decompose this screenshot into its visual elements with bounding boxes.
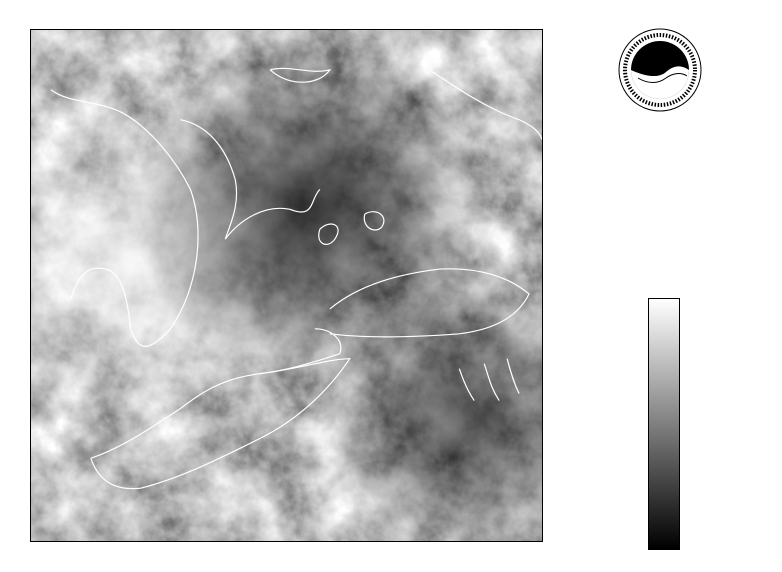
satellite-image [30, 29, 543, 542]
cloud-imagery [31, 30, 542, 541]
reflectance-colorbar [648, 298, 680, 550]
noaa-logo [618, 28, 702, 112]
